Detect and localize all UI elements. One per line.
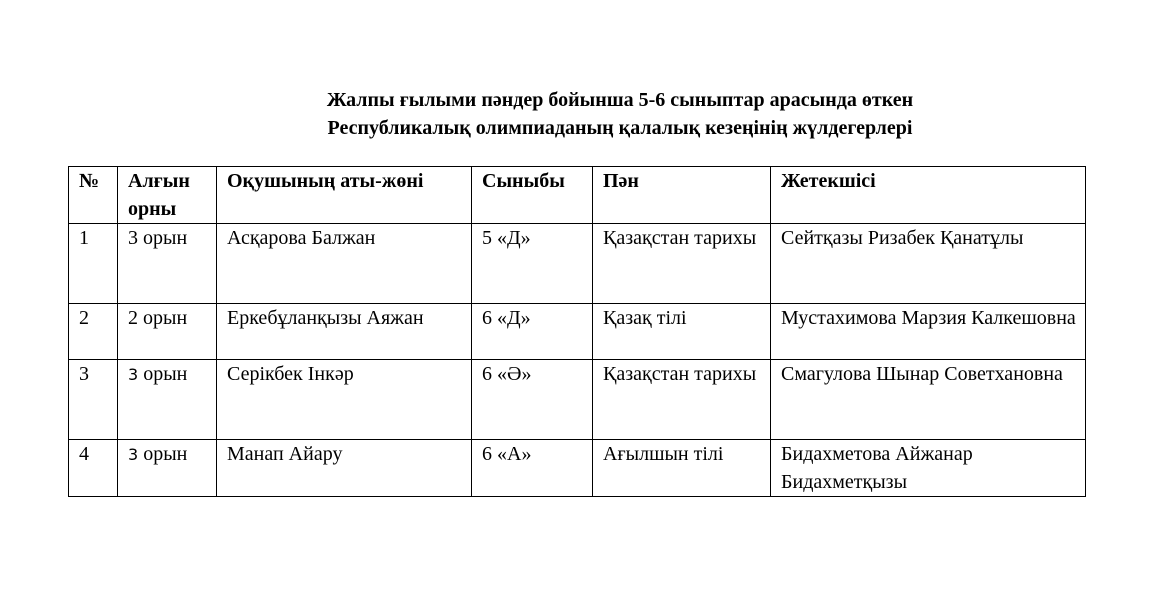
header-mentor: Жетекшісі [771,167,1086,224]
row-number: 4 [69,440,118,497]
row-number: 1 [69,224,118,304]
table-row [69,440,1086,497]
row-class: 6 «Д» [472,304,593,360]
document-title-line-1: Жалпы ғылыми пәндер бойынша 5-6 сыныптар арасында өткен [326,89,914,111]
row-subject: Қазақстан тарихы [593,360,771,440]
row-class: 6 «А» [472,440,593,497]
row-place-word: орын [138,443,188,465]
header-class: Сыныбы [472,167,593,224]
header-subject: Пән [593,167,771,224]
row-place-word: орын [138,363,188,385]
row-place [118,360,217,440]
row-mentor: Бидахметова Айжанар Бидахметқызы [771,440,1086,497]
winners-table [68,166,1086,497]
table-header-row [69,167,1086,224]
row-student-name: Асқарова Балжан [217,224,472,304]
table-row [69,360,1086,440]
table-row [69,224,1086,304]
header-student-name: Оқушының аты-жөні [217,167,472,224]
row-student-name: Манап Айару [217,440,472,497]
document-title-line-2: Республикалық олимпиаданың қалалық кезеңінің жүлдегерлері [327,117,913,139]
row-place: 3 орын [118,224,217,304]
row-place-digit: 3 [128,365,139,384]
row-subject: Қазақ тілі [593,304,771,360]
row-student-name: Серікбек Інкәр [217,360,472,440]
row-class: 5 «Д» [472,224,593,304]
row-place [118,440,217,497]
row-place: 2 орын [118,304,217,360]
row-place-digit: 3 [128,445,139,464]
row-mentor: Мустахимова Марзия Калкешовна [771,304,1086,360]
row-student-name: Еркебұланқызы Аяжан [217,304,472,360]
header-number: № [69,167,118,224]
row-number: 3 [69,360,118,440]
row-mentor: Сейтқазы Ризабек Қанатұлы [771,224,1086,304]
row-subject: Қазақстан тарихы [593,224,771,304]
row-number: 2 [69,304,118,360]
header-place: Алғын орны [118,167,217,224]
row-mentor: Смагулова Шынар Советхановна [771,360,1086,440]
row-class: 6 «Ә» [472,360,593,440]
row-subject: Ағылшын тілі [593,440,771,497]
table-row [69,304,1086,360]
